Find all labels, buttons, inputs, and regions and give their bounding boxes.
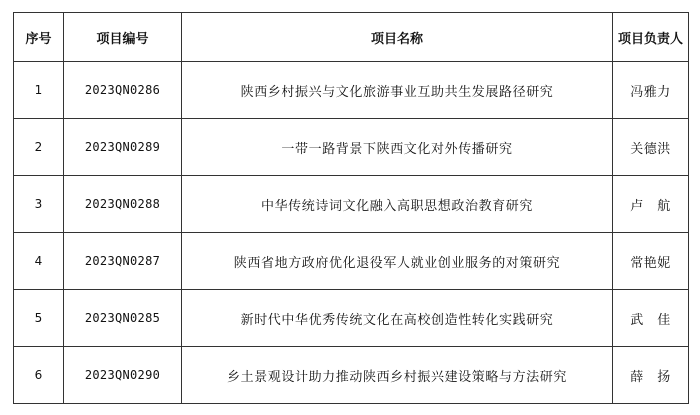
cell-index: 4 [14, 233, 64, 290]
table-row [14, 290, 689, 347]
cell-code: 2023QN0287 [64, 233, 182, 290]
header-owner: 项目负责人 [613, 13, 689, 62]
cell-owner: 薛 扬 [613, 347, 689, 404]
table-row [14, 62, 689, 119]
cell-name: 陕西省地方政府优化退役军人就业创业服务的对策研究 [182, 233, 613, 290]
table-row [14, 233, 689, 290]
table-header-row [14, 13, 689, 62]
cell-code: 2023QN0286 [64, 62, 182, 119]
cell-code: 2023QN0290 [64, 347, 182, 404]
header-name: 项目名称 [182, 13, 613, 62]
cell-code: 2023QN0285 [64, 290, 182, 347]
table-row [14, 347, 689, 404]
cell-name: 乡土景观设计助力推动陕西乡村振兴建设策略与方法研究 [182, 347, 613, 404]
cell-name: 陕西乡村振兴与文化旅游事业互助共生发展路径研究 [182, 62, 613, 119]
cell-name: 一带一路背景下陕西文化对外传播研究 [182, 119, 613, 176]
cell-name: 中华传统诗词文化融入高职思想政治教育研究 [182, 176, 613, 233]
header-index: 序号 [14, 13, 64, 62]
table-row [14, 176, 689, 233]
cell-owner: 冯雅力 [613, 62, 689, 119]
cell-index: 2 [14, 119, 64, 176]
table-row [14, 119, 689, 176]
cell-owner: 武 佳 [613, 290, 689, 347]
cell-index: 3 [14, 176, 64, 233]
cell-index: 6 [14, 347, 64, 404]
cell-owner: 关德洪 [613, 119, 689, 176]
header-code: 项目编号 [64, 13, 182, 62]
cell-index: 5 [14, 290, 64, 347]
cell-owner: 常艳妮 [613, 233, 689, 290]
cell-index: 1 [14, 62, 64, 119]
cell-code: 2023QN0288 [64, 176, 182, 233]
cell-name: 新时代中华优秀传统文化在高校创造性转化实践研究 [182, 290, 613, 347]
cell-code: 2023QN0289 [64, 119, 182, 176]
cell-owner: 卢 航 [613, 176, 689, 233]
project-table [13, 12, 689, 404]
